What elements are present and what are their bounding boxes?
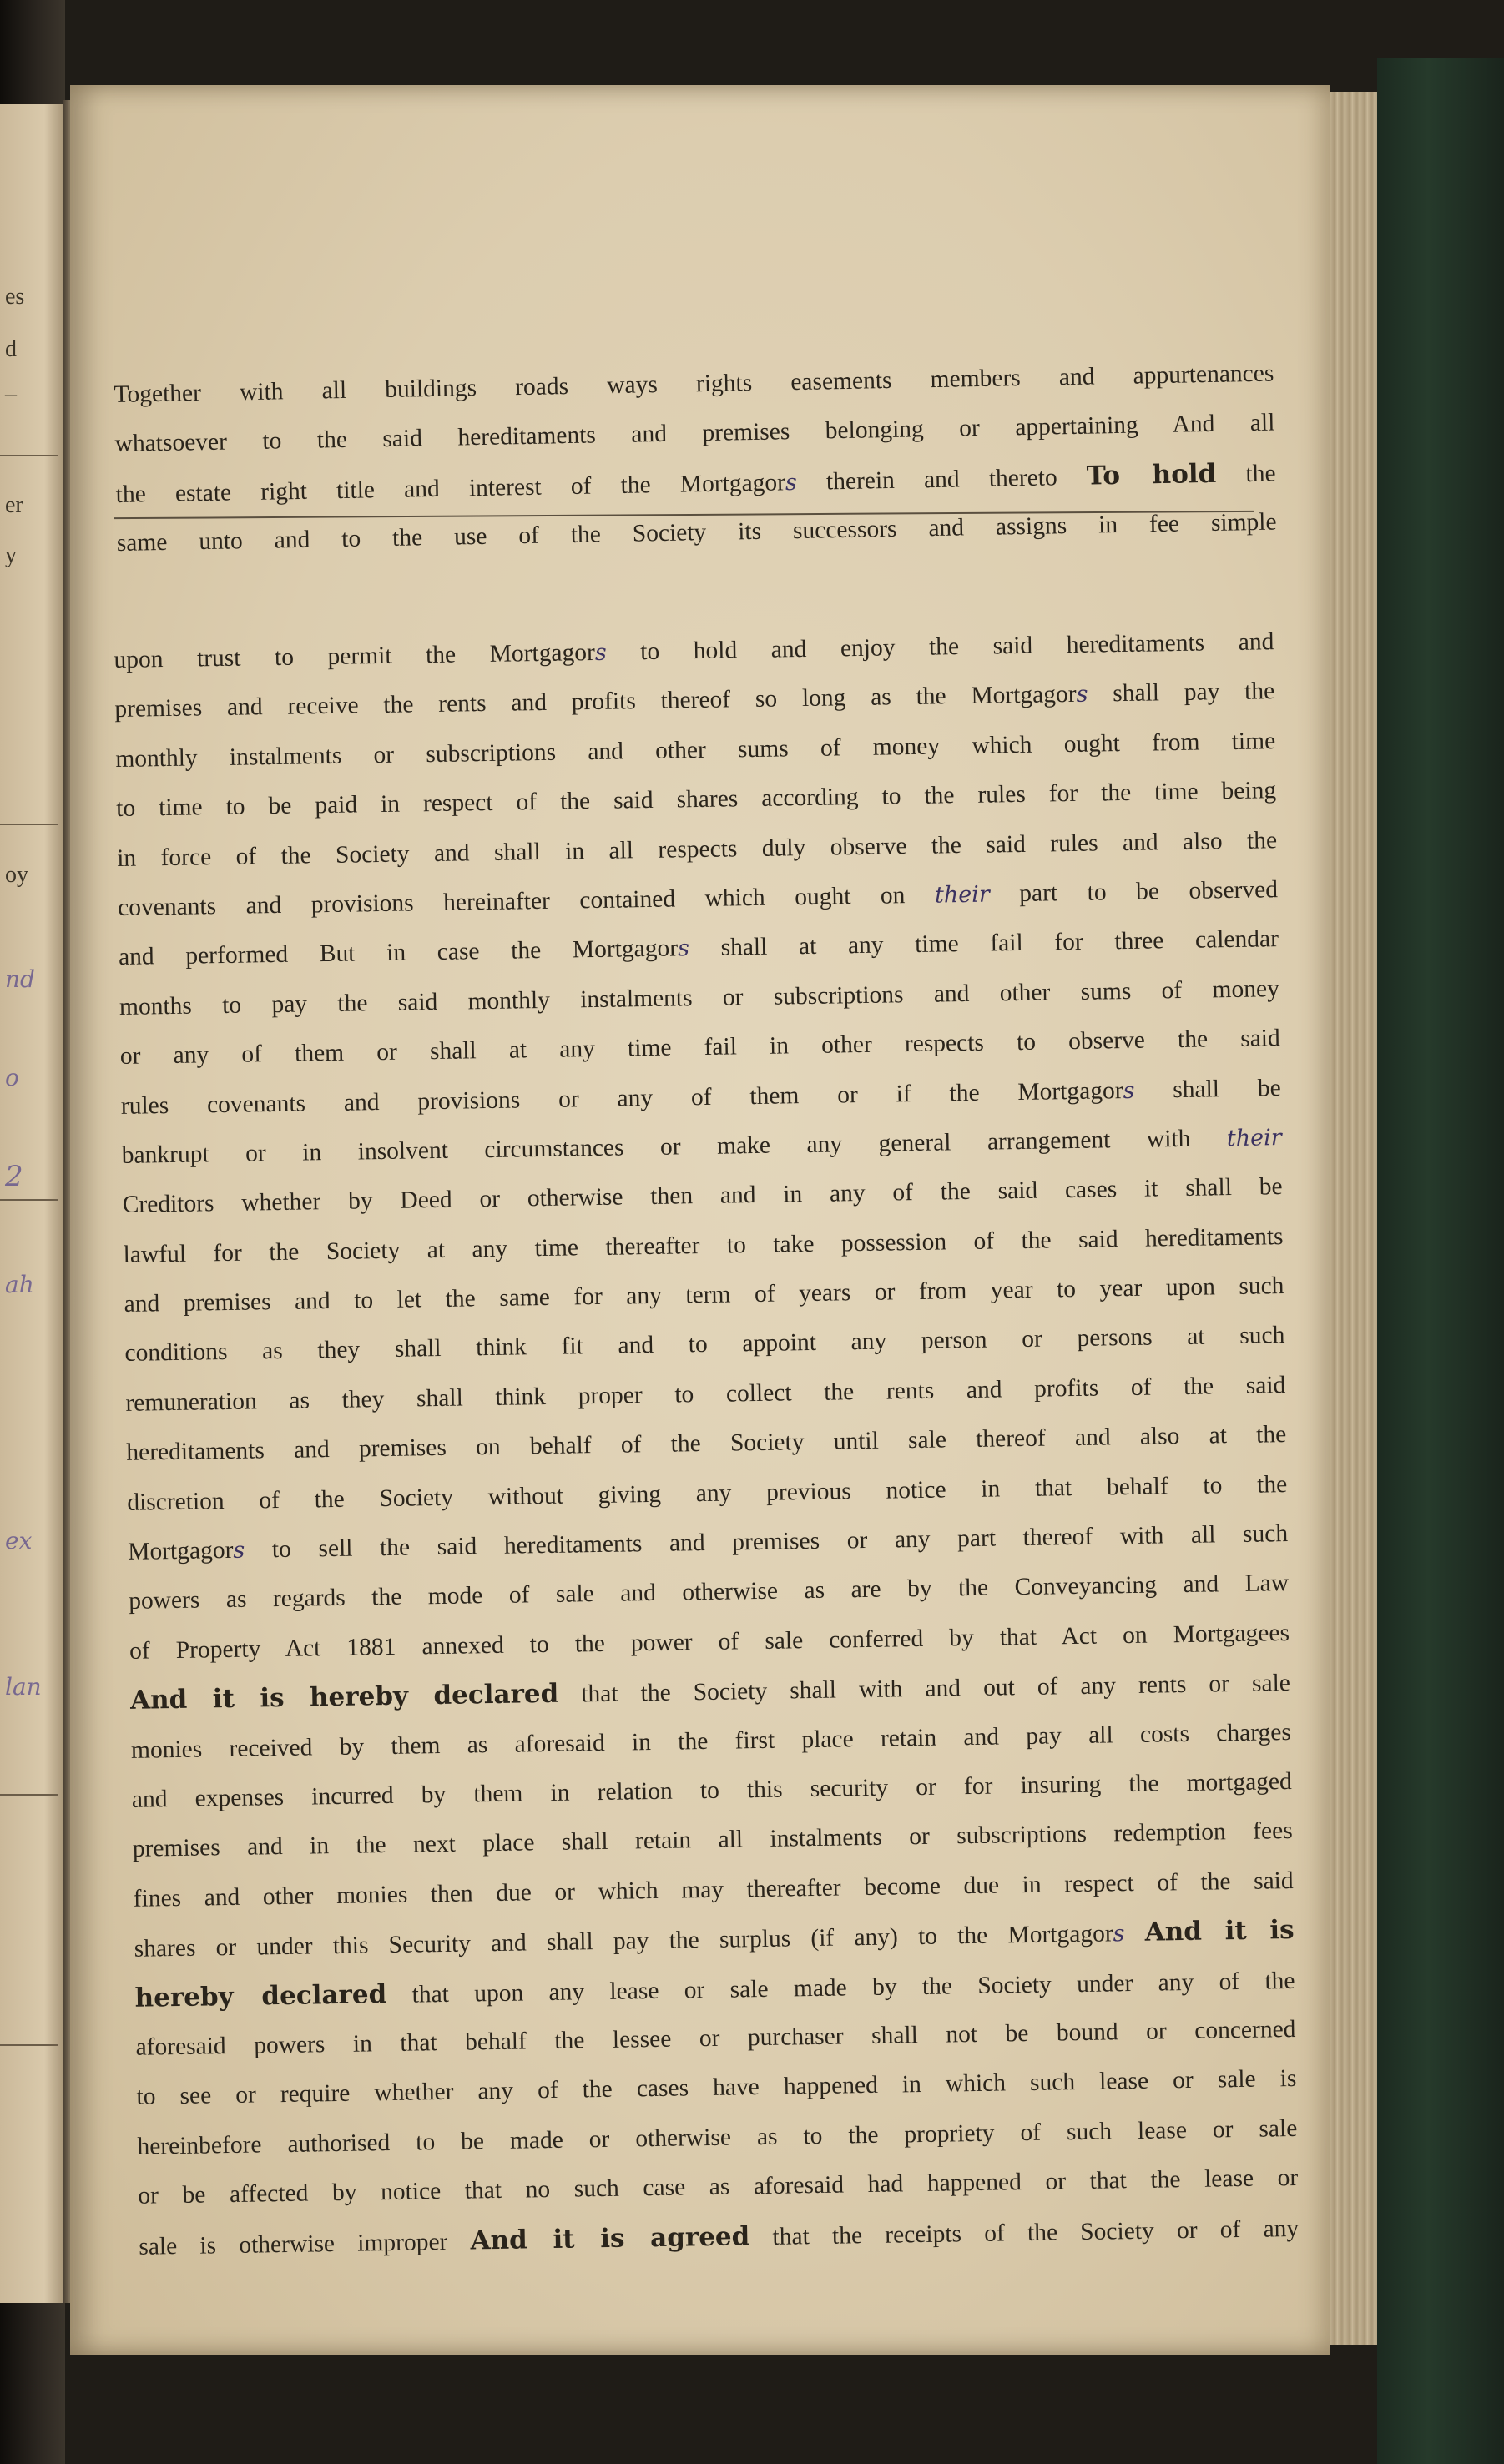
text-line: Creditors whether by Deed or otherwise then and in any of the said cases it shall be <box>122 1173 1283 1219</box>
handwritten-insertion: s <box>594 639 607 666</box>
text-line: to time to be paid in respect of the said shares according to the rules for the time being <box>116 777 1277 823</box>
text-line: sale is otherwise improper And it is agreed that the receipts of the Society or of any <box>139 2215 1300 2260</box>
text-line: or any of them or shall at any time fail in other respects to observe the said <box>119 1025 1280 1071</box>
trust-paragraph <box>114 617 1300 2270</box>
left-margin-rule <box>0 824 58 825</box>
handwritten-insertion: their <box>1226 1124 1282 1152</box>
left-margin-fragment: 2 <box>5 1160 23 1193</box>
text-line: upon trust to permit the Mortgagors to hold and enjoy the said hereditaments and <box>114 628 1274 673</box>
text-line: to see or require whether any of the cases have happened in which such lease or sale is <box>136 2065 1297 2111</box>
handwritten-insertion: s <box>677 935 690 962</box>
page-edges <box>1330 92 1377 2345</box>
text-line: Together with all buildings roads ways rights easements members and appurtenances <box>114 360 1274 408</box>
handwritten-insertion: s <box>1123 1077 1135 1104</box>
text-line: covenants and provisions hereinafter contained which ought on their part to be observed <box>117 876 1279 921</box>
left-margin-fragment: es <box>5 284 25 310</box>
text-line: monthly instalments or subscriptions and other sums of money which ought from time <box>115 727 1276 773</box>
text-line: fines and other monies then due or which may thereafter become due in respect of the said <box>133 1867 1294 1912</box>
left-margin-rule <box>0 455 58 456</box>
text-line: conditions as they shall think fit and to appoint any person or persons at such <box>124 1322 1285 1368</box>
text-line: hereby declared that upon any lease or sale made by the Society under any of the <box>134 1967 1295 2013</box>
left-margin-fragment: y <box>5 542 17 568</box>
text-line: bankrupt or in insolvent circumstances or make any general arrangement with their <box>121 1124 1282 1169</box>
blackletter-heading: And it is <box>1144 1915 1295 1948</box>
left-margin-fragment: oy <box>5 862 28 888</box>
left-margin-fragment: d <box>5 336 17 362</box>
text-line: whatsoever to the said hereditaments and premises belonging or appertaining And all <box>114 409 1275 458</box>
text-line: Mortgagors to sell the said hereditaments and premises or any part thereof with all such <box>127 1520 1289 1565</box>
left-margin-rule <box>0 1199 58 1201</box>
document-page <box>70 85 1330 2355</box>
left-margin-rule <box>0 2044 58 2046</box>
blackletter-heading: hereby declared <box>134 1978 387 2013</box>
text-line: rules covenants and provisions or any of them or if the Mortgagors shall be <box>120 1074 1281 1120</box>
habendum-paragraph <box>114 350 1277 569</box>
text-line: aforesaid powers in that behalf the lessee or purchaser shall not be bound or concerned <box>135 2015 1296 2061</box>
book-cover-right <box>1377 58 1504 2464</box>
text-line: and expenses incurred by them in relation to this security or for insuring the mortgaged <box>131 1767 1292 1813</box>
text-line: powers as regards the mode of sale and otherwise as are by the Conveyancing and Law <box>128 1570 1290 1615</box>
handwritten-insertion: s <box>1076 682 1088 708</box>
text-line: And it is hereby declared that the Society shall with and out of any rents or sale <box>129 1670 1291 1716</box>
left-margin-fragment: ah <box>5 1271 34 1298</box>
handwritten-insertion: s <box>233 1537 245 1564</box>
text-line: hereinbefore authorised to be made or otherwise as to the propriety of such lease or sale <box>137 2114 1298 2160</box>
blackletter-heading: And it is agreed <box>470 2220 750 2256</box>
handwritten-insertion: s <box>785 469 798 496</box>
left-margin-fragment: lan <box>5 1673 42 1701</box>
text-line: in force of the Society and shall in all respects duly observe the said rules and also the <box>116 826 1278 872</box>
text-line: premises and receive the rents and profits thereof so long as the Mortgagors shall pay the <box>114 678 1275 723</box>
text-line: same unto and to the use of the Society its successors and assigns in fee simple <box>116 508 1277 557</box>
blackletter-heading: To hold <box>1086 458 1217 491</box>
left-page-edge <box>0 104 63 2303</box>
left-margin-fragment: ex <box>5 1527 33 1554</box>
text-line: and premises and to let the same for any term of years or from year to year upon such <box>124 1272 1284 1318</box>
text-line: premises and in the next place shall retain all instalments or subscriptions redemption fees <box>132 1817 1293 1863</box>
text-line: the estate right title and interest of the Mortgagors therein and thereto To hold the <box>115 458 1276 508</box>
text-line: of Property Act 1881 annexed to the power of sale conferred by that Act on Mortgagees <box>129 1619 1290 1665</box>
blackletter-heading: And it is hereby declared <box>129 1678 559 1716</box>
left-margin-fragment: o <box>5 1064 19 1091</box>
text-line: monies received by them as aforesaid in the first place retain and pay all costs charges <box>130 1718 1292 1764</box>
left-margin-fragment: nd <box>5 965 35 993</box>
text-line: and performed But in case the Mortgagors shall at any time fail for three calendar <box>118 925 1279 971</box>
text-line: months to pay the said monthly instalments or subscriptions and other sums of money <box>119 975 1280 1020</box>
handwritten-insertion: s <box>1113 1921 1125 1948</box>
text-line: discretion of the Society without giving any previous notice in that behalf to the <box>127 1470 1288 1516</box>
handwritten-insertion: their <box>934 881 990 909</box>
left-margin-fragment: – <box>5 381 17 407</box>
text-line: hereditaments and premises on behalf of the Society until sale thereof and also at the <box>126 1421 1287 1467</box>
text-line: shares or under this Security and shall pay the surplus (if any) to the Mortgagors And it is <box>134 1915 1295 1963</box>
text-line: remuneration as they shall think proper to collect the rents and profits of the said <box>125 1371 1286 1417</box>
text-line: lawful for the Society at any time thereafter to take possession of the said hereditaments <box>123 1222 1284 1268</box>
left-margin-rule <box>0 1794 58 1796</box>
left-margin-fragment: er <box>5 492 23 518</box>
text-line: or be affected by notice that no such case as aforesaid had happened or that the lease or <box>138 2164 1299 2210</box>
